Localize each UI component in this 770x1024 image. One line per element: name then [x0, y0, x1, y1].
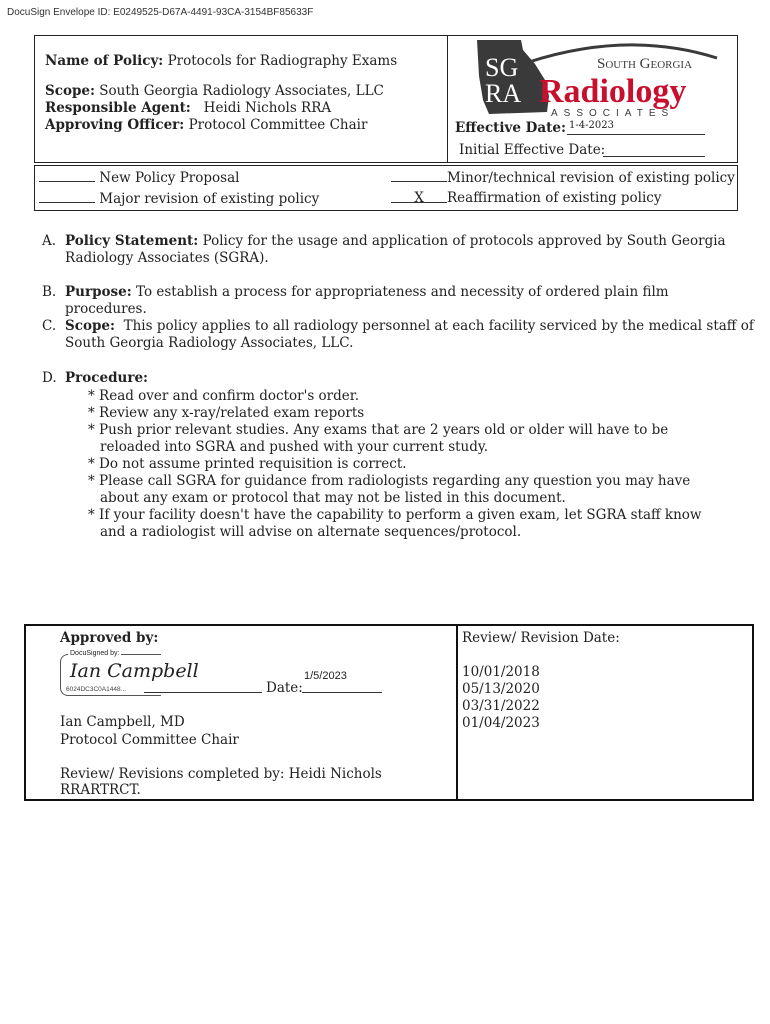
- review-revision-date-label: Review/ Revision Date:: [462, 630, 620, 646]
- logo-radiology: Radiology: [539, 73, 687, 110]
- policy-name-label: Name of Policy:: [45, 53, 164, 69]
- review-date: 03/31/2022: [462, 698, 540, 714]
- effective-date-label: Effective Date:: [455, 120, 566, 136]
- policy-name-line: [45, 53, 397, 69]
- logo-sg: SG: [485, 53, 519, 82]
- logo-ra: RA: [485, 79, 522, 108]
- logo-associates: ASSOCIATES: [551, 108, 675, 119]
- policy-type-options: [34, 165, 738, 211]
- sgra-logo: [449, 36, 735, 124]
- signature[interactable]: Ian Campbell: [70, 660, 199, 682]
- policy-header: [34, 35, 738, 163]
- approving-line: [45, 117, 367, 133]
- signature-code: 6024DC3C0A1448...: [66, 686, 126, 693]
- minor-revision-label: Minor/technical revision of existing policy: [447, 170, 735, 186]
- date-label: Date:: [266, 680, 303, 696]
- responsible-label: Responsible Agent:: [45, 100, 191, 116]
- review-dates: [462, 664, 540, 732]
- major-revision-label: Major revision of existing policy: [99, 191, 320, 207]
- approved-by-label: Approved by:: [60, 630, 159, 646]
- scope-value: South Georgia Radiology Associates, LLC: [99, 83, 384, 99]
- procedure-item: * Review any x-ray/related exam reports: [88, 405, 365, 421]
- envelope-id: DocuSign Envelope ID: E0249525-D67A-4491-93CA-3154BF85633F: [7, 7, 314, 18]
- section-c-letter: C.: [42, 318, 57, 334]
- responsible-line: [45, 100, 331, 116]
- section-d-letter: D.: [42, 370, 57, 386]
- section-b-letter: B.: [42, 284, 57, 300]
- reaffirmation-label: Reaffirmation of existing policy: [447, 190, 662, 206]
- approver-title: Protocol Committee Chair: [60, 732, 239, 748]
- responsible-value: Heidi Nichols RRA: [203, 100, 332, 116]
- major-revision-blank[interactable]: [39, 190, 95, 203]
- docusigned-by-label: DocuSigned by:: [70, 650, 120, 657]
- approving-value: Protocol Committee Chair: [188, 117, 368, 133]
- signature-line: [144, 692, 262, 693]
- review-date: 10/01/2018: [462, 664, 540, 680]
- procedure-item: * Please call SGRA for guidance from radiologists regarding any question you may have about any exam or protocol that may not be listed in this document.: [88, 473, 691, 506]
- section-b-label: Purpose:: [65, 284, 132, 300]
- section-a-label: Policy Statement:: [65, 233, 199, 249]
- effective-date-value[interactable]: 1-4-2023: [567, 120, 705, 135]
- logo-south-georgia: South Georgia: [597, 56, 693, 72]
- scope-line: [45, 83, 384, 99]
- procedure-list: [88, 388, 728, 541]
- procedure-item: * If your facility doesn't have the capability to perform a given exam, let SGRA staff know and a radiologist will advise on alternate sequences/protocol.: [88, 507, 702, 540]
- review-date: 05/13/2020: [462, 681, 540, 697]
- review-completed-by: Review/ Revisions completed by: Heidi Nichols RRARTRCT.: [60, 766, 382, 798]
- approver-name: Ian Campbell, MD: [60, 714, 185, 730]
- review-date: 01/04/2023: [462, 715, 540, 731]
- section-a-letter: A.: [42, 233, 57, 249]
- section-c: [42, 318, 754, 352]
- approving-label: Approving Officer:: [45, 117, 185, 133]
- policy-name: Protocols for Radiography Exams: [167, 53, 398, 69]
- section-c-label: Scope:: [65, 318, 115, 334]
- section-a: [42, 233, 754, 267]
- initial-effective-date-field[interactable]: [603, 142, 705, 157]
- initial-effective-date-label: Initial Effective Date:: [459, 142, 606, 158]
- approval-panel: [26, 626, 458, 799]
- section-a-text: Policy for the usage and application of protocols approved by South Georgia Radiology Associates (SGRA).: [65, 233, 726, 266]
- section-d-label: Procedure:: [65, 370, 149, 386]
- new-policy-label: New Policy Proposal: [99, 170, 240, 186]
- section-b: [42, 284, 754, 318]
- section-b-text: To establish a process for appropriateness and necessity of ordered plain film procedures.: [65, 284, 669, 317]
- approval-box: [24, 624, 754, 801]
- policy-info: [35, 36, 448, 162]
- date-line: [302, 692, 382, 693]
- option-minor-revision[interactable]: [391, 169, 735, 186]
- procedure-item: * Do not assume printed requisition is correct.: [88, 456, 407, 472]
- option-new-policy[interactable]: [39, 169, 239, 186]
- reaffirmation-mark[interactable]: X: [391, 190, 447, 203]
- signed-date[interactable]: 1/5/2023: [304, 670, 347, 682]
- option-reaffirmation[interactable]: [391, 190, 662, 206]
- new-policy-blank[interactable]: [39, 169, 95, 182]
- section-d: [42, 370, 754, 387]
- minor-revision-blank[interactable]: [391, 169, 447, 182]
- procedure-item: * Read over and confirm doctor's order.: [88, 388, 360, 404]
- section-c-text: This policy applies to all radiology personnel at each facility serviced by the medical staff of South Georgia Radiology Associates, LLC.: [65, 318, 754, 351]
- option-major-revision[interactable]: [39, 190, 319, 207]
- scope-label: Scope:: [45, 83, 95, 99]
- procedure-item: * Push prior relevant studies. Any exams that are 2 years old or older will have to be reloaded into SGRA and pushed with your current study.: [88, 422, 669, 455]
